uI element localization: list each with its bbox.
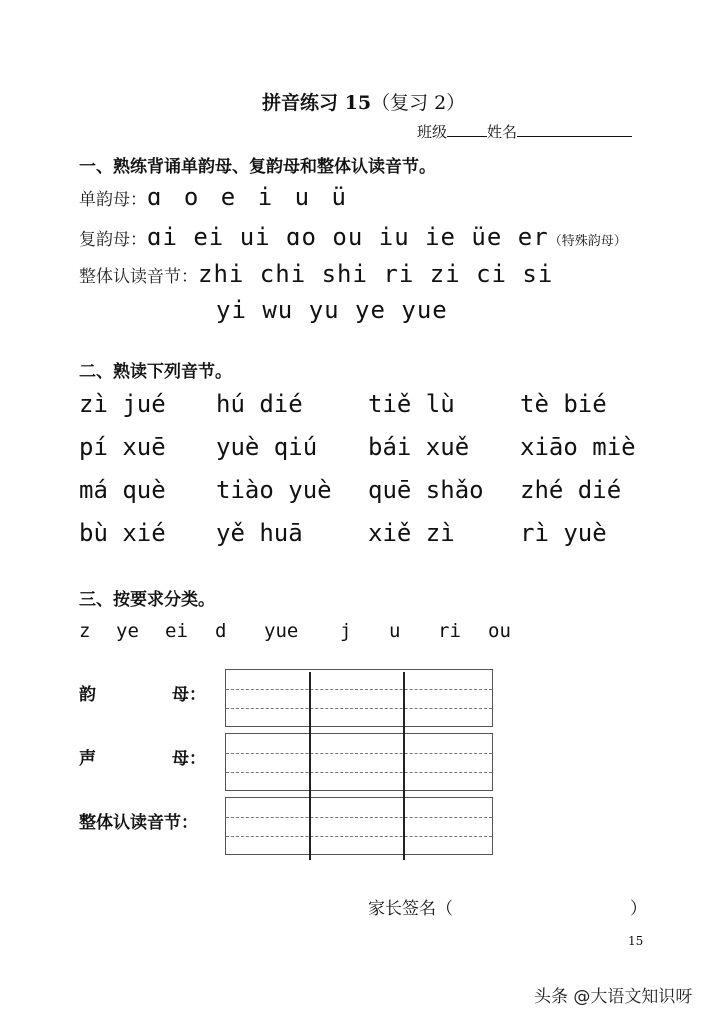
syllable-item: zhé dié [520,476,622,504]
class-blank[interactable] [447,121,487,137]
whole-syllables-answer-box[interactable] [225,797,493,855]
parent-sign-close: ） [630,899,647,919]
class-name-line [417,121,632,142]
whole-syllables-label: 整体认读音节： [79,267,198,287]
page-title [262,88,465,115]
syllable-item: bái xuě [368,433,470,461]
classify-item: ri [438,620,461,642]
syllable-item: quē shǎo [368,476,484,504]
initials-label-a: 声 [79,749,96,769]
watermark: 头条 @大语文知识呀 [534,987,693,1007]
column-divider [309,672,311,860]
classify-item: j [340,620,352,642]
section3-heading: 三、按要求分类。 [79,590,215,610]
finals-label-b: 母： [172,685,206,705]
finals-answer-box[interactable] [225,669,493,727]
name-blank[interactable] [517,121,632,137]
classify-item: ye [116,620,139,642]
simple-finals-label: 单韵母： [79,190,147,210]
classify-item: ei [165,620,188,642]
whole-syllables-category-label: 整体认读音节： [79,813,198,833]
section2-heading: 二、熟读下列音节。 [79,362,232,382]
compound-finals-row [79,223,627,251]
section1-heading: 一、熟练背诵单韵母、复韵母和整体认读音节。 [79,157,436,177]
parent-signature-field[interactable] [468,892,626,914]
parent-sign-label: 家长签名（ [368,899,453,919]
simple-finals: ɑ o e i u ü [147,183,347,211]
syllable-item: yuè qiú [216,433,318,461]
initials-answer-box[interactable] [225,733,493,791]
classify-item: yue [264,620,299,642]
name-label: 姓名 [487,123,518,141]
column-divider [403,672,405,860]
syllable-item: rì yuè [520,519,607,547]
finals-label-a: 韵 [79,685,96,705]
title-main: 拼音练习 15 [262,92,372,114]
compound-finals: ɑi ei ui ɑo ou iu ie üe er [147,223,549,251]
syllable-item: xiāo miè [520,433,636,461]
classify-item: ou [488,620,511,642]
classify-item: z [79,620,91,642]
syllable-item: tiào yuè [216,476,332,504]
guide-line [226,753,492,754]
classify-item: d [215,620,227,642]
guide-line [226,817,492,818]
title-paren: （复习 2） [371,92,466,114]
syllable-item: yě huā [216,519,303,547]
syllable-item: tè bié [520,390,607,418]
syllable-item: hú dié [216,390,303,418]
syllable-item: xiě zì [368,519,455,547]
whole-syllables-line2: yi wu yu ye yue [216,296,448,324]
class-label: 班级 [417,123,448,141]
page-number: 15 [628,934,644,948]
compound-note: （特殊韵母） [548,234,627,249]
syllable-item: zì jué [79,390,166,418]
syllable-item: pí xuē [79,433,166,461]
guide-line [226,708,492,709]
syllable-item: tiě lù [368,390,455,418]
parent-signature [368,894,453,919]
whole-syllables-line1: zhi chi shi ri zi ci si [198,260,554,288]
simple-finals-row [79,183,347,211]
initials-label-b: 母： [172,749,206,769]
compound-finals-label: 复韵母： [79,230,147,250]
guide-line [226,836,492,837]
syllable-item: má què [79,476,166,504]
guide-line [226,772,492,773]
classify-item: u [389,620,401,642]
whole-syllables-row [79,260,553,288]
syllable-item: bù xié [79,519,166,547]
guide-line [226,689,492,690]
